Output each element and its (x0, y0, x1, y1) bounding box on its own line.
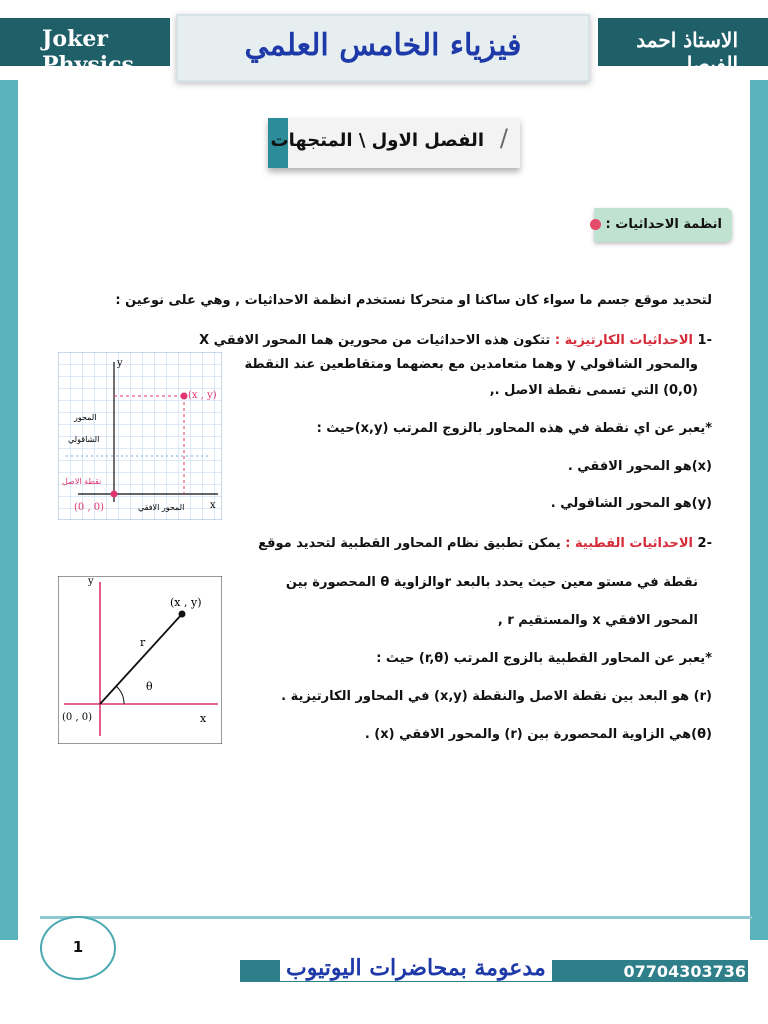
item1-line5: (x)هو المحور الافقي . (567, 459, 712, 474)
polar-x-label: x (200, 712, 207, 725)
point-marker (181, 393, 188, 400)
vertical-axis-name-2: الشاقولي (68, 435, 100, 444)
header-title-box (176, 14, 590, 82)
origin-label: (0 , 0) (74, 502, 105, 513)
section-label: انظمة الاحداثيات : (605, 217, 722, 232)
chapter-title: الفصل الاول \ المتجهات (270, 130, 484, 151)
cartesian-graph (58, 352, 222, 520)
right-border (750, 80, 768, 940)
pen-icon: / (499, 124, 508, 152)
point-label: (x , y) (188, 390, 217, 401)
y-axis-label: y (117, 358, 123, 369)
page-number-badge (40, 916, 116, 980)
item2-line2: نقطة في مستو معين حيث يحدد بالبعد rوالزاوية θ المحصورة بين (285, 575, 698, 590)
item2-line1 (258, 536, 712, 551)
brand-name: Joker Physics (42, 26, 134, 78)
brand-tab (0, 18, 170, 78)
polar-point-label: (x , y) (170, 596, 202, 609)
item1-text: تتكون هذه الاحداثيات من محورين هما المحور الافقي X (199, 333, 551, 348)
polar-graph (58, 576, 222, 744)
item1-line1 (199, 333, 712, 348)
page-number: 1 (72, 938, 84, 956)
origin-marker (111, 491, 118, 498)
page-title: فيزياء الخامس العلمي (244, 28, 522, 63)
polar-point-marker (179, 611, 186, 618)
item2-line6: (θ)هي الزاوية المحصورة بين (r) والمحور الافقي (x) . (364, 727, 712, 742)
item1-number: -1 (697, 333, 712, 348)
item1-line3: (0,0) التي تسمى نقطة الاصل ., (489, 383, 698, 398)
footer-line (40, 916, 752, 919)
origin-name: نقطة الاصل (62, 477, 102, 486)
author-tab (598, 18, 768, 76)
vertical-axis-name-1: المحور (74, 413, 97, 422)
footer-tagline: مدعومة بمحاضرات اليوتيوب (280, 955, 552, 981)
item1-line6: (y)هو المحور الشاقولي . (550, 496, 712, 511)
item2-title: الاحداثيات القطبية : (565, 536, 694, 551)
x-axis-label: x (210, 500, 216, 511)
horizontal-axis-name: المحور الافقي (138, 503, 185, 512)
section-tag (594, 208, 732, 242)
item1-line2: والمحور الشاقولي y وهما متعامدين مع بعضهما ومتقاطعين عند النقطة (244, 357, 698, 372)
pin-icon (590, 219, 601, 230)
left-border (0, 80, 18, 940)
item2-number: -2 (697, 536, 712, 551)
author-name: الاستاذ احمد الفيصل (636, 28, 738, 76)
polar-y-label: y (88, 576, 94, 587)
item2-line3: المحور الافقي x والمستقيم r , (497, 613, 698, 628)
item2-line5: (r) هو البعد بين نقطة الاصل والنقطة (x,y) في المحاور الكارتيزية . (281, 689, 712, 704)
theta-label: θ (146, 680, 153, 693)
item1-title: الاحداثيات الكارتيزية : (554, 333, 694, 348)
item2-text: يمكن تطبيق نظام المحاور القطبية لتحديد موقع (258, 536, 561, 551)
item2-line4: *يعبر عن المحاور القطبية بالزوج المرتب (r,θ) حيث : (376, 651, 712, 666)
chapter-banner (268, 118, 520, 168)
polar-origin-label: (0 , 0) (62, 712, 93, 723)
intro-text: لتحديد موقع جسم ما سواء كان ساكنا او متحركا نستخدم انظمة الاحداثيات , وهي على نوعين : (115, 293, 712, 308)
r-label: r (140, 636, 146, 649)
phone-number: 07704303736 (623, 962, 746, 981)
item1-line4: *يعبر عن اي نقطة في هذه المحاور بالزوج المرتب (x,y)حيث : (316, 421, 712, 436)
